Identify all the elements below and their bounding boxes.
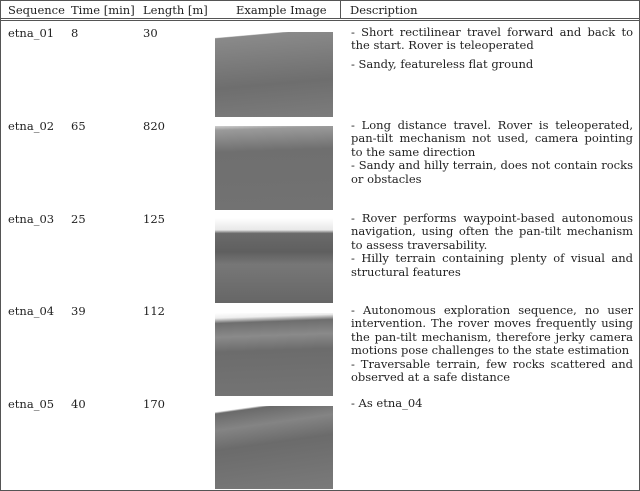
header-length: Length [m] — [143, 3, 208, 17]
length-cell: 820 — [143, 119, 165, 133]
example-image-etna-03 — [215, 218, 333, 303]
description-cell — [351, 304, 633, 384]
length-cell: 170 — [143, 397, 165, 411]
description-cell — [351, 212, 633, 279]
time-cell: 8 — [71, 26, 79, 40]
length-cell: 30 — [143, 26, 158, 40]
header-sequence: Sequence — [8, 3, 65, 17]
example-image-etna-04 — [215, 313, 333, 396]
time-cell: 39 — [71, 304, 86, 318]
header-divider — [0, 20, 640, 21]
table-header — [0, 0, 640, 19]
description-line: - Hilly terrain containing plenty of visual and structural features — [351, 251, 633, 279]
description-line: - Rover performs waypoint-based autonomous navigation, using often the pan-tilt mechanism to assess traversability. — [351, 211, 633, 252]
description-cell — [351, 119, 633, 186]
sequence-cell: etna_05 — [8, 397, 55, 411]
example-image-etna-02 — [215, 126, 333, 210]
sequence-cell: etna_03 — [8, 212, 55, 226]
description-line: - Traversable terrain, few rocks scattered and observed at a safe distance — [351, 356, 633, 385]
sequence-cell: etna_04 — [8, 304, 55, 318]
description-line: - As etna_04 — [351, 396, 423, 410]
description-line: - Sandy and hilly terrain, does not contain rocks or obstacles — [351, 158, 633, 186]
time-cell: 65 — [71, 119, 86, 133]
time-cell: 25 — [71, 212, 86, 226]
sequence-cell: etna_02 — [8, 119, 55, 133]
length-cell: 112 — [143, 304, 165, 318]
header-column-divider — [340, 0, 341, 18]
description-cell — [351, 397, 633, 410]
description-cell — [351, 26, 633, 71]
example-image-etna-05 — [215, 406, 333, 489]
description-line: - Short rectilinear travel forward and back to the start. Rover is teleoperated — [351, 25, 633, 53]
header-description: Description — [350, 3, 418, 17]
example-image-etna-01 — [215, 32, 333, 117]
description-line: - Sandy, featureless flat ground — [351, 56, 534, 71]
header-example-image: Example Image — [236, 3, 327, 17]
time-cell: 40 — [71, 397, 86, 411]
length-cell: 125 — [143, 212, 165, 226]
description-line: - Long distance travel. Rover is teleoperated, pan-tilt mechanism not used, camera pointing to the same direction — [351, 118, 633, 159]
description-line: - Autonomous exploration sequence, no user intervention. The rover moves frequently using the pan-tilt mechanism, therefore jerky camera motions pose challenges to the state estimation — [351, 303, 633, 358]
header-time: Time [min] — [71, 3, 135, 17]
sequence-cell: etna_01 — [8, 26, 55, 40]
